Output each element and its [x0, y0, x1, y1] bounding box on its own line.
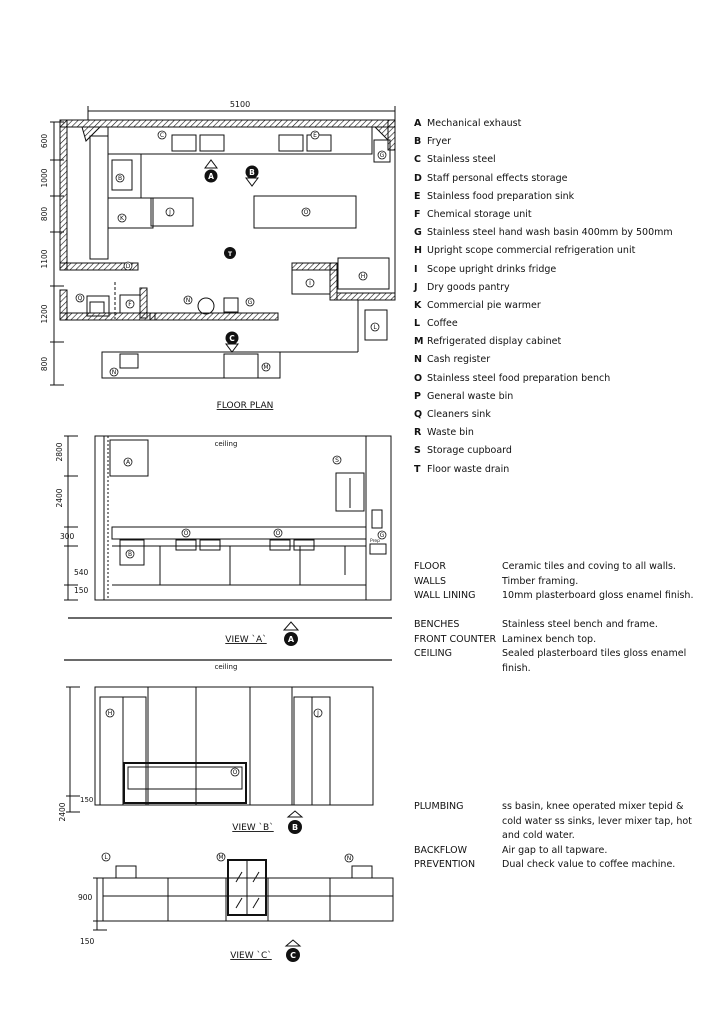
svg-text:M: M [263, 364, 269, 371]
front-counter [102, 352, 280, 378]
legend-item [414, 153, 714, 171]
legend-key: R [414, 427, 422, 439]
view-b-markers [106, 709, 322, 776]
view-a-dim-2400: 2400 [55, 488, 64, 508]
legend-item [414, 208, 714, 226]
spec-value: Sealed plasterboard tiles gloss enamel finish. [502, 648, 687, 674]
legend-text: Fryer [427, 136, 452, 148]
legend-item [414, 372, 714, 390]
legend-item [414, 263, 714, 281]
svg-text:F: F [128, 301, 132, 308]
view-b-bench-inner [128, 767, 242, 789]
legend-text: Dry goods pantry [427, 281, 510, 293]
view-a-dim-150: 150 [74, 586, 89, 595]
plan-walls [60, 120, 395, 320]
legend-text: Mechanical exhaust [427, 118, 522, 129]
legend-item [414, 426, 714, 444]
svg-text:G: G [379, 532, 385, 539]
legend-text: Storage cupboard [427, 445, 512, 457]
view-a-ceiling-label: ceiling [214, 440, 238, 448]
svg-text:N: N [111, 369, 117, 376]
legend-text: Coffee [427, 318, 458, 330]
svg-text:G: G [379, 152, 385, 159]
view-a-dim-300: 300 [60, 532, 75, 541]
legend-text: Chemical storage unit [427, 208, 532, 220]
view-c-title: VIEW `C` [230, 951, 272, 961]
view-b-dim-150: 150 [80, 796, 94, 804]
svg-text:A: A [287, 635, 295, 644]
svg-text:C: C [159, 132, 165, 139]
legend-key: D [414, 172, 422, 184]
legend-key: I [414, 263, 418, 275]
svg-text:O: O [303, 209, 309, 216]
legend-key: S [414, 445, 421, 457]
svg-text:B: B [249, 168, 255, 177]
view-b [58, 660, 392, 834]
storage-inner [90, 302, 104, 313]
legend-item [414, 444, 714, 462]
legend-text: Stainless food preparation sink [427, 190, 575, 202]
legend-key: T [414, 463, 421, 475]
view-a-frame [95, 436, 391, 600]
legend-text: Cash register [427, 354, 491, 366]
spec-row [414, 633, 714, 648]
legend-item [414, 390, 714, 408]
view-c-tag [286, 940, 300, 962]
svg-text:I: I [309, 280, 311, 287]
view-b-frame [95, 687, 373, 805]
svg-text:J: J [169, 209, 171, 216]
svg-text:E: E [313, 132, 317, 139]
svg-text:H: H [360, 273, 366, 280]
plumbing-spec [414, 800, 714, 873]
svg-text:G: G [247, 299, 253, 306]
legend [414, 117, 714, 481]
view-c-dim-900: 900 [78, 893, 93, 902]
svg-text:O: O [232, 769, 238, 776]
legend-key: J [414, 281, 418, 293]
legend-text: Staff personal effects storage [427, 172, 568, 184]
view-c-coffee [116, 866, 136, 878]
plan-direction-tag-c [226, 332, 239, 353]
spec-label: FRONT COUNTER [414, 633, 497, 645]
view-a-markers [124, 456, 386, 558]
svg-text:N: N [185, 297, 191, 304]
view-a-sink-1 [176, 540, 196, 550]
view-a-prep-label: Prep [370, 539, 381, 544]
legend-item [414, 244, 714, 262]
legend-key: A [414, 118, 422, 129]
plan-direction-tag-a [205, 160, 218, 183]
legend-item [414, 335, 714, 353]
svg-text:B: B [127, 551, 133, 558]
spec-value: Ceramic tiles and coving to all walls. [502, 561, 676, 572]
view-a-sink-3 [270, 540, 290, 550]
legend-text: Stainless steel food preparation bench [427, 372, 611, 384]
legend-key: Q [414, 409, 423, 420]
svg-text:M: M [218, 854, 224, 861]
legend-text: Floor waste drain [427, 463, 510, 475]
view-a-sink-4 [294, 540, 314, 550]
view-a-title: VIEW `A` [225, 635, 267, 645]
legend-text: General waste bin [427, 390, 514, 402]
legend-item [414, 135, 714, 153]
svg-text:L: L [104, 854, 108, 861]
view-b-bench [124, 763, 246, 803]
spec-label: CEILING [414, 648, 452, 659]
view-c-dim-150: 150 [80, 937, 95, 946]
spec-value: Stainless steel bench and frame. [502, 619, 658, 630]
spec-value: Laminex bench top. [502, 633, 597, 645]
view-a-upper-bench [112, 527, 366, 539]
legend-key: H [414, 245, 422, 257]
view-c-register [352, 866, 372, 878]
view-b-dimensions [58, 687, 93, 822]
svg-text:B: B [117, 175, 123, 182]
svg-text:J: J [317, 710, 319, 717]
plan-direction-tag-b [246, 166, 259, 187]
view-a-hand-basin [372, 510, 382, 528]
spec-row [414, 844, 714, 859]
floor-plan-title: FLOOR PLAN [216, 401, 274, 411]
view-c [78, 853, 393, 962]
spec-label: WALL LINING [414, 590, 476, 601]
svg-text:O: O [275, 530, 281, 537]
legend-key: B [414, 136, 422, 148]
svg-text:Q: Q [77, 295, 83, 302]
spec-row [414, 800, 714, 844]
spec-value: 10mm plasterboard gloss enamel finish. [502, 590, 694, 601]
spec-row [414, 575, 714, 590]
legend-text: Commercial pie warmer [427, 299, 541, 311]
plan-width-dimension [88, 100, 395, 120]
finishes-spec [414, 560, 714, 676]
plan-dim-1200: 1200 [40, 304, 49, 324]
spec-label: WALLS [414, 575, 446, 587]
spec-row [414, 858, 714, 873]
legend-item [414, 408, 714, 426]
view-b-dim-2400: 2400 [58, 802, 67, 822]
view-a-dimensions [55, 436, 89, 600]
legend-text: Refrigerated display cabinet [427, 336, 562, 348]
spec-value: Dual check value to coffee machine. [502, 859, 676, 870]
spec-value: ss basin, knee operated mixer tepid & cold water ss sinks, lever mixer tap, hot and cold water. [502, 801, 692, 841]
svg-text:T: T [227, 251, 233, 258]
spec-label: PLUMBING [414, 801, 464, 812]
spec-value: Timber framing. [502, 575, 579, 587]
legend-key: M [414, 336, 424, 348]
legend-key: N [414, 354, 422, 366]
legend-text: Cleaners sink [427, 409, 491, 420]
legend-key: G [414, 227, 422, 239]
legend-text: Stainless steel hand wash basin 400mm by 500mm [427, 227, 673, 239]
legend-key: C [414, 154, 421, 166]
legend-text: Upright scope commercial refrigeration unit [427, 245, 636, 257]
view-a-sink-2 [200, 540, 220, 550]
spec-value: Air gap to all tapware. [502, 844, 608, 856]
legend-text: Waste bin [427, 427, 474, 439]
legend-item [414, 353, 714, 371]
legend-key: F [414, 208, 421, 220]
svg-text:O: O [183, 530, 189, 537]
spec-label: FLOOR [414, 561, 446, 572]
legend-text: Scope upright drinks fridge [427, 263, 557, 275]
svg-text:N: N [346, 855, 352, 862]
spec-label: PREVENTION [414, 859, 476, 870]
legend-item [414, 172, 714, 190]
view-a [55, 436, 392, 646]
legend-item [414, 226, 714, 244]
view-b-tag [288, 811, 302, 834]
legend-text: Stainless steel [427, 154, 496, 166]
spec-row [414, 647, 714, 676]
view-a-prep-unit [370, 544, 386, 554]
legend-item [414, 117, 714, 135]
svg-text:S: S [335, 457, 339, 464]
back-bench [108, 127, 372, 154]
legend-item [414, 317, 714, 335]
view-a-dim-2800: 2800 [55, 442, 64, 462]
plan-dim-800: 800 [40, 206, 49, 222]
view-a-dim-540: 540 [74, 568, 89, 577]
legend-key: P [414, 390, 421, 402]
plan-dim-600: 600 [40, 133, 49, 149]
plan-dim-800b: 800 [40, 356, 49, 372]
legend-item [414, 463, 714, 481]
plan-dim-1000: 1000 [40, 168, 49, 188]
spec-label: BACKFLOW [414, 844, 468, 856]
svg-text:H: H [107, 710, 113, 717]
legend-item [414, 190, 714, 208]
svg-text:L: L [373, 324, 377, 331]
svg-text:D: D [125, 263, 131, 270]
view-a-tag [284, 622, 298, 646]
spec-row [414, 560, 714, 575]
svg-text:B: B [291, 823, 299, 832]
legend-key: K [414, 299, 422, 311]
legend-item [414, 299, 714, 317]
svg-text:C: C [290, 951, 296, 960]
view-b-ceiling-label: ceiling [214, 663, 238, 671]
plan-width-label: 5100 [229, 100, 251, 109]
legend-key: O [414, 372, 423, 384]
svg-text:A: A [208, 172, 214, 181]
waste-bin [198, 298, 214, 314]
plan-dim-1100: 1100 [40, 249, 49, 269]
spec-row [414, 618, 714, 633]
legend-item [414, 281, 714, 299]
svg-text:A: A [125, 459, 131, 466]
svg-text:C: C [229, 334, 235, 343]
floor-plan [40, 100, 395, 411]
spec-label: BENCHES [414, 619, 460, 630]
cleaners-sink [224, 298, 238, 312]
svg-text:K: K [120, 215, 124, 222]
legend-key: L [414, 318, 421, 330]
legend-key: E [414, 190, 421, 202]
spec-row [414, 589, 714, 618]
view-b-title: VIEW `B` [232, 823, 274, 833]
